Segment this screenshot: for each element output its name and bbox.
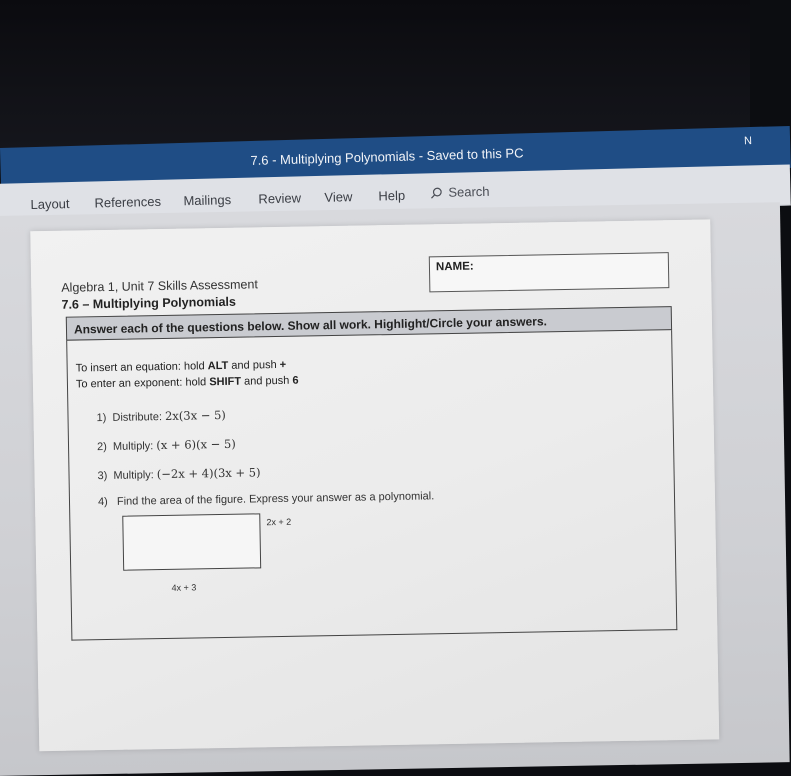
instruction-text: To enter an exponent: hold bbox=[75, 376, 210, 391]
document-page[interactable] bbox=[30, 219, 719, 751]
equation-instruction bbox=[76, 359, 287, 375]
figure-side-label: 2x + 2 bbox=[266, 516, 292, 528]
question-prompt: Find the area of the figure. Express your answer as a polynomial. bbox=[116, 490, 435, 508]
document-canvas bbox=[0, 202, 790, 776]
tab-mailings[interactable]: Mailings bbox=[183, 192, 232, 209]
banner-text: Answer each of the questions below. Show all work. Highlight/Circle your answers. bbox=[73, 314, 548, 337]
question-expression: 2x(3x − 5) bbox=[164, 407, 226, 423]
tab-references[interactable]: References bbox=[94, 193, 162, 211]
question-expression: (x + 6)(x − 5) bbox=[156, 436, 236, 453]
tab-review[interactable]: Review bbox=[258, 190, 302, 207]
question-prompt: Multiply: bbox=[112, 440, 154, 453]
figure-bottom-label: 4x + 3 bbox=[171, 582, 197, 593]
question-1 bbox=[96, 408, 226, 424]
question-number: 4) bbox=[97, 495, 108, 509]
search-box[interactable] bbox=[430, 184, 490, 200]
question-4 bbox=[98, 490, 434, 508]
instruction-text: and push bbox=[228, 358, 280, 372]
exponent-instruction bbox=[76, 375, 299, 391]
tab-view[interactable]: View bbox=[324, 189, 353, 205]
question-number: 3) bbox=[97, 469, 108, 483]
dark-background bbox=[0, 0, 753, 150]
question-number: 2) bbox=[96, 440, 107, 454]
course-line: Algebra 1, Unit 7 Skills Assessment bbox=[61, 277, 258, 295]
lesson-line: 7.6 – Multiplying Polynomials bbox=[61, 294, 236, 312]
question-prompt: Distribute: bbox=[112, 411, 163, 424]
instruction-key: ALT bbox=[207, 359, 229, 373]
search-icon bbox=[430, 187, 442, 199]
questions-box bbox=[66, 330, 677, 641]
question-2 bbox=[97, 437, 236, 453]
corner-mark: N bbox=[743, 135, 753, 148]
instruction-text: and push bbox=[240, 374, 293, 388]
rectangle-figure bbox=[122, 513, 261, 570]
window-title: 7.6 - Multiplying Polynomials - Saved to this PC bbox=[250, 145, 524, 169]
question-number: 1) bbox=[96, 412, 107, 425]
search-label: Search bbox=[448, 183, 490, 200]
tab-help[interactable]: Help bbox=[378, 187, 406, 204]
name-field[interactable] bbox=[429, 252, 670, 292]
instruction-key: SHIFT bbox=[209, 375, 242, 389]
question-expression: (−2x + 4)(3x + 5) bbox=[156, 465, 261, 482]
instruction-text: To insert an equation: hold bbox=[75, 360, 208, 375]
instruction-key: 6 bbox=[292, 374, 299, 387]
document-content bbox=[30, 219, 719, 751]
instruction-key: + bbox=[279, 358, 287, 371]
name-label: NAME: bbox=[435, 260, 474, 274]
question-3 bbox=[97, 465, 260, 482]
question-prompt: Multiply: bbox=[113, 469, 154, 482]
tab-layout[interactable]: Layout bbox=[30, 196, 70, 213]
